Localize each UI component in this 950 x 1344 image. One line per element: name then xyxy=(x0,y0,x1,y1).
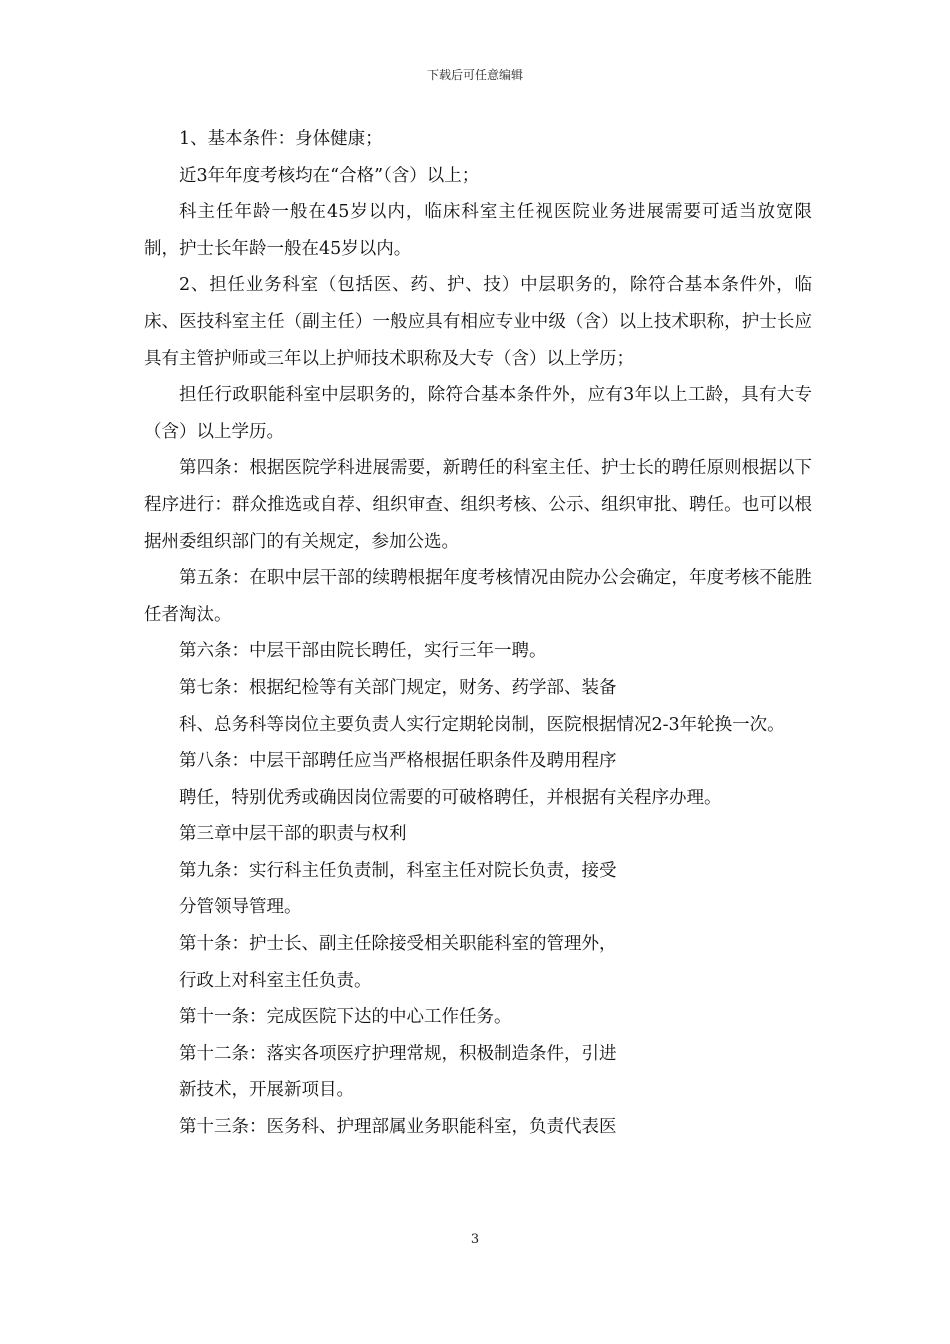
document-body xyxy=(144,121,812,1146)
paragraph: 近3年年度考核均在“合格”（含）以上； xyxy=(179,165,480,186)
paragraph: 第十三条：医务科、护理部属业务职能科室，负责代表医 xyxy=(179,1117,617,1138)
page-header: 下载后可任意编辑 xyxy=(426,68,523,82)
paragraph: 分管领导管理。 xyxy=(179,897,302,918)
paragraph: 新技术，开展新项目。 xyxy=(179,1080,354,1101)
paragraph: 第十条：护士长、副主任除接受相关职能科室的管理外， xyxy=(179,934,617,955)
paragraph: 第四条：根据医院学科进展需要，新聘任的科室主任、护士长的聘任原则根据以下程序进行：群众推选或自荐、组织审查、组织考核、公示、组织审批、聘任。也可以根据州委组织部门的有关规定，参加公选。 xyxy=(144,458,812,552)
paragraph: 科主任年龄一般在45岁以内，临床科室主任视医院业务进展需要可适当放宽限制，护士长年龄一般在45岁以内。 xyxy=(144,202,812,259)
paragraph: 第十二条：落实各项医疗护理常规，积极制造条件，引进 xyxy=(179,1043,617,1064)
chapter-heading: 第三章中层干部的职责与权利 xyxy=(179,824,407,845)
paragraph: 第六条：中层干部由院长聘任，实行三年一聘。 xyxy=(179,641,547,662)
paragraph: 第十一条：完成医院下达的中心工作任务。 xyxy=(179,1007,512,1028)
paragraph: 第五条：在职中层干部的续聘根据年度考核情况由院办公会确定，年度考核不能胜任者淘汰。 xyxy=(144,568,812,625)
paragraph: 2、担任业务科室（包括医、药、护、技）中层职务的，除符合基本条件外，临床、医技科室主任（副主任）一般应具有相应专业中级（含）以上技术职称，护士长应具有主管护师或三年以上护师技术职称及大专（含）以上学历； xyxy=(144,275,812,369)
paragraph: 第七条：根据纪检等有关部门规定，财务、药学部、装备 xyxy=(179,677,617,698)
paragraph: 聘任，特别优秀或确因岗位需要的可破格聘任，并根据有关程序办理。 xyxy=(179,787,722,808)
paragraph: 1、基本条件：身体健康； xyxy=(179,129,383,149)
paragraph: 科、总务科等岗位主要负责人实行定期轮岗制，医院根据情况2-3年轮换一次。 xyxy=(179,714,785,735)
page-number: 3 xyxy=(470,1232,480,1247)
paragraph: 第八条：中层干部聘任应当严格根据任职条件及聘用程序 xyxy=(179,751,617,772)
paragraph: 第九条：实行科主任负责制，科室主任对院长负责，接受 xyxy=(179,860,617,881)
paragraph: 担任行政职能科室中层职务的，除符合基本条件外，应有3年以上工龄，具有大专（含）以上学历。 xyxy=(144,385,812,442)
paragraph: 行政上对科室主任负责。 xyxy=(179,970,372,991)
